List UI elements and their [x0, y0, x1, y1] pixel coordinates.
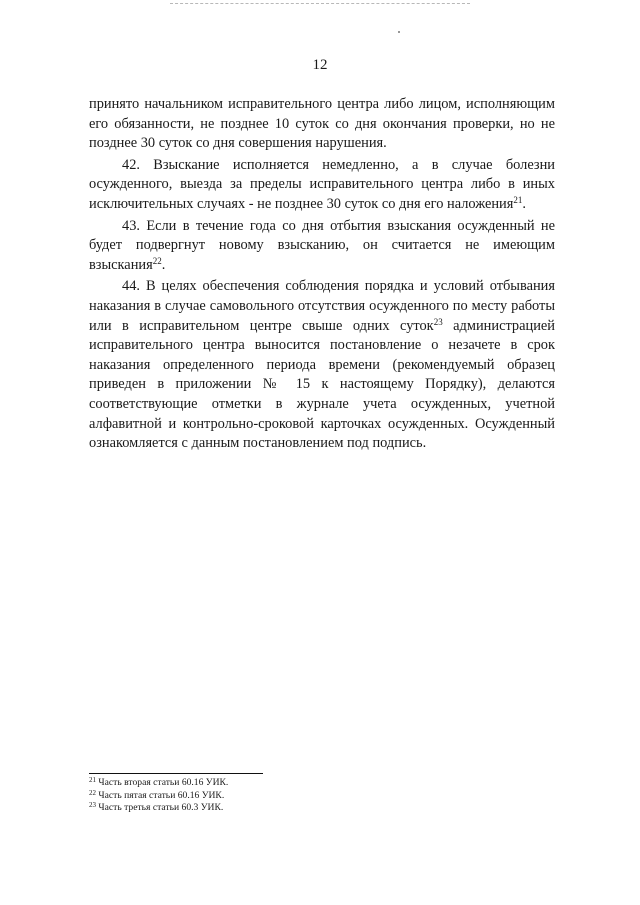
paragraph-continuation — [89, 95, 555, 154]
paragraph-42 — [89, 156, 555, 215]
paragraph-44 — [89, 277, 555, 453]
page-number: 12 — [312, 57, 328, 73]
paragraph-tail: . — [522, 195, 526, 212]
paragraph-text: принято начальником исправительного центра либо лицом, исполняющим его обязанности, не позднее 10 суток со дня окончания проверки, но не позднее 30 суток со дня совершения нарушения. — [89, 96, 555, 152]
footnote-mark: 21 — [89, 776, 96, 784]
footnote-22 — [89, 790, 555, 803]
footnotes — [89, 777, 555, 815]
paragraph-tail: . — [161, 256, 166, 273]
paragraph-text: 44. В целях обеспечения соблюдения порядка и условий отбывания наказания в случае самовольного отсутствия осужденного по месту работы или в исправительном центре свыше одних суток — [89, 278, 555, 334]
footnote-ref[interactable]: 21 — [513, 194, 523, 205]
paragraph-text: 42. Взыскание исполняется немедленно, а в случае болезни осужденного, выезда за пределы исправительного центра либо в иных исключительных случаях - не позднее 30 суток со дня его наложения — [89, 156, 555, 212]
footnote-text: Часть пятая статьи 60.16 УИК. — [96, 789, 225, 801]
paragraph-tail: администрацией исправительного центра выносится постановление о незачете в срок наказания определенного периода времени (рекомендуемый образец приведен в приложении № 15 к настоящему Порядку), делаются соответствующие отметки в журнале учета осужденных, учетной алфавитной и контрольно-сроковой карточках осужденных. Осужденный ознакомляется с данным постановлением под подпись. — [89, 317, 555, 452]
footnote-ref[interactable]: 23 — [433, 316, 443, 327]
footnote-mark: 22 — [89, 788, 96, 797]
footnote-text: Часть вторая статьи 60.16 УИК. — [96, 777, 229, 788]
footnote-text: Часть третья статьи 60.3 УИК. — [96, 802, 224, 813]
footnote-ref[interactable]: 22 — [152, 255, 162, 266]
footnote-separator — [89, 773, 263, 774]
footnote-21 — [89, 777, 555, 790]
footnote-mark: 23 — [89, 801, 96, 809]
footnote-23 — [89, 802, 555, 815]
document-body — [89, 95, 555, 454]
scan-speck — [398, 31, 400, 33]
scan-top-edge-line — [170, 3, 470, 4]
paragraph-43 — [89, 217, 555, 276]
paragraph-text: 43. Если в течение года со дня отбытия взыскания осужденный не будет подвергнут новому взысканию, он считается не имеющим взыскания — [89, 217, 555, 273]
